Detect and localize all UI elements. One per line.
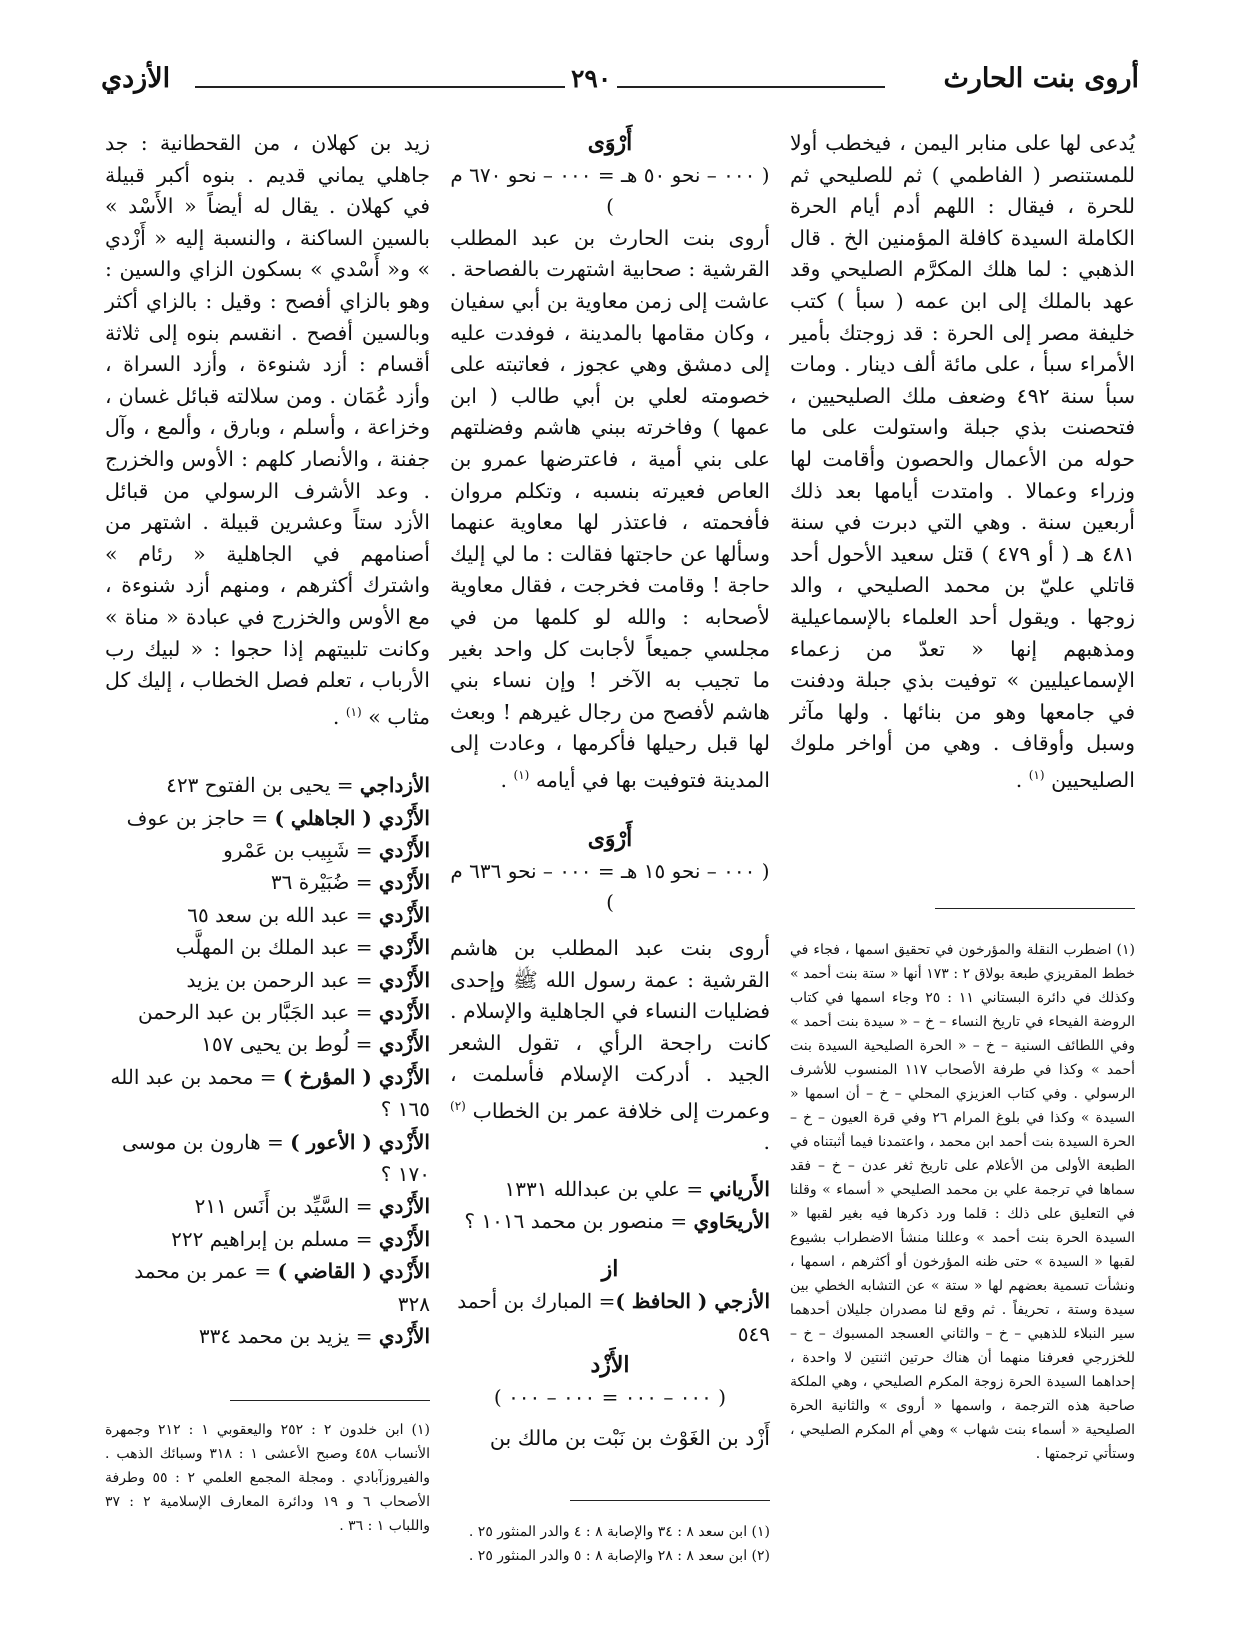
entry-text: أَزْد بن الغَوْث بن نَبْت بن مالك بن <box>489 1426 770 1451</box>
xref-target: = حاجز بن عوف <box>126 805 275 830</box>
header-rule <box>195 86 885 88</box>
footnote-mark: (١) <box>345 704 362 719</box>
xref-name: الأَزْدي ( المؤرخ ) <box>282 1064 430 1089</box>
xref-name: الأَزْدي ( الأعور ) <box>290 1129 430 1154</box>
xref-target: = هارون بن موسى ١٧٠ ؟ <box>122 1129 430 1186</box>
footnote-mark: (١) <box>1028 767 1045 782</box>
footnote-rule <box>230 1400 430 1401</box>
cross-reference <box>450 1205 770 1237</box>
cross-reference <box>105 1028 430 1060</box>
middle-footnotes <box>450 1520 770 1568</box>
entry-text: يُدعى لها على منابر اليمن ، فيخطب أولا للمستنصر ( الفاطمي ) ثم للصليحي ثم للحرة ، فيقال : اللهم أدم أيام الحرة الكاملة السيدة كافلة المؤمنين الخ . قال الذهبي : لما هلك المكرَّم الصليحي وقد عهد بالملك إلى ابن عمه ( سبأ ) كتب خليفة مصر إلى الحرة : قد زوجتك بأمير الأمراء سبأ ، على مائة ألف دينار . ومات سبأ سنة ٤٩٢ وضعف ملك الصليحيين ، فتحصنت بذي جبلة واستولت على ما حوله من الأعمال والحصون وأقامت لها وزراء وعمالا . وامتدت أيامها بعد ذلك أربعين سنة . وهي التي دبرت في سنة ٤٨١ هـ ( أو ٤٧٩ ) قتل سعيد الأحول أحد قاتلي عليّ بن محمد الصليحي ، والد زوجها . ويقول أحد العلماء بالإسماعيلية ومذهبهم إنها « تعدّ من زعماء الإسماعيليين » توفيت بذي جبلة ودفنت في جامعها وهو من بنائها . ولها مآثر وسبل وأوقاف . وهي من أواخر ملوك الصليحيين $^{(١)}$ . <box>790 131 1136 792</box>
entry-text: أروى بنت الحارث بن عبد المطلب القرشية : صحابية اشتهرت بالفصاحة . عاشت إلى زمن معاوية بن أبي سفيان ، وكان مقامها بالمدينة ، فوفدت عليه إلى دمشق وهي عجوز ، فعاتبته على خصومته لعلي بن أبي طالب ( ابن عمها ) وفاخرته ببني هاشم وفضلتهم على بني أمية ، فاعترضها عمرو بن العاص فعيرته بنسبه ، وتكلم مروان فأفحمته ، فاعتذر لها معاوية عنهما وسألها عن حاجتها فقالت : ما لي إليك حاجة ! وقامت فخرجت ، فقال معاوية لأصحابه : والله لو كلمها من في مجلسي جميعاً لأجابت كل واحد بغير ما تجيب به الآخر ! وإن نساء بني هاشم لأفصح من رجال غيرهم ! وبعث لها قبل رحيلها فأكرمها ، وعادت إلى المدينة فتوفيت بها في أيامه $^{(١)}$ . <box>450 225 770 792</box>
entry-heading: أَرْوَى <box>587 130 633 156</box>
xref-target: = شَبِيب بن عَمْرو <box>223 837 379 862</box>
page-number: ٢٩٠ <box>565 62 617 96</box>
xref-target: = المبارك بن أحمد ٥٤٩ <box>457 1289 770 1346</box>
xref-name: الأَزْدي <box>378 1226 430 1251</box>
footnote-text: (١) اضطرب النقلة والمؤرخون في تحقيق اسمها ، فجاء في خطط المقريزي طبعة بولاق ٢ : ١٧٣ أنها « ستة بنت أحمد » وكذلك في دائرة البستاني ١١ : ٢٥ وجاء اسمها في كتاب الروضة الفيحاء في تاريخ النساء – خ – « سيدة بنت أحمد » وفي اللطائف السنية – خ – « الحرة الصليحية السيدة بنت أحمد » وكذا في طرفة الأصحاب ١١٧ المنسوب للأشرف الرسولي . وفي كتاب العزيزي المحلي – خ – أن اسمها « السيدة » وكذا في بلوغ المرام ٢٦ وفي قرة العيون – خ – الحرة السيدة بنت أحمد ابن محمد ، واعتمدنا فيما أثبتناه في الطبعة الأولى من الأعلام على تاريخ ثغر عدن – خ – فقد سماها في ترجمة علي بن محمد الصليحي « أسماء » وقلنا في التعليق على ذلك : قلما ورد ذكرها فيه بغير لقبها « السيدة الحرة بنت أحمد » وعللنا منشأ الاضطراب بشيوع لقبها « السيدة » حتى ظنه المؤرخون أو أكثرهم ، اسمها ، ونشأت تسمية بعضهم لها « ستة » عن التشابه الخطي بين سيدة وستة ، تحريفاً . ثم وقع لنا مصدران جليلان أحدهما سير النبلاء للذهبي – خ – والثاني العسجد المسبوك – خ – للخزرجي فعرفنا منهما أن هناك حرتين اثنتين لا واحدة ، إحداهما السيدة الحرة زوجة المكرم الصليحي ، وهي الملكة صاحبة هذه الترجمة ، واسمها « أروى » والثانية الحرة الصليحية « أسماء بنت شهاب » وهي أم المكرم الصليحي ، وستأتي ترجمتها . <box>790 942 1135 1462</box>
cross-reference <box>450 1285 770 1350</box>
entry-dates: ( ٠٠٠ – نحو ٥٠ هـ = ٠٠٠ – نحو ٦٧٠ م ) <box>450 162 770 219</box>
entry-heading: الأَزْد <box>590 1352 630 1379</box>
entry-body: زيد بن كهلان ، من القحطانية : جد جاهلي يماني قديم . بنوه أكبر قبيلة في كهلان . يقال له أيضاً « الأَسْد » بالسين الساكنة ، والنسبة إليه « أَزْدي » و« أَسْدي » بسكون الزاي والسين : وهو بالزاي أفصح : وقيل : بالزاي أكثر وبالسين أفصح . انقسم بنوه إلى ثلاثة أقسام : أزد شنوءة ، وأزد السراة ، وأزد عُمَان . ومن سلالته قبائل غسان ، وخزاعة ، وأسلم ، وبارق ، وألمع ، وآل جفنة ، والأنصار كلهم : الأوس والخزرج . وعد الأشرف الرسولي من قبائل الأزد ستاً وعشرين قبيلة . اشتهر من أصنامهم في الجاهلية « رئام » واشترك أكثرهم ، ومنهم أزد شنوءة ، مع الأوس والخزرج في عبادة « مناة » وكانت تلبيتهم إذا حجوا : « لبيك رب الأرباب ، تعلم فصل الخطاب ، إليك كل مثاب » <box>105 131 430 729</box>
left-footnote <box>105 1418 430 1538</box>
entry-heading: أَرْوَى <box>587 826 633 853</box>
cross-reference <box>105 1126 430 1191</box>
xref-name: الأَرياني <box>709 1177 770 1202</box>
cross-reference <box>105 1061 430 1126</box>
right-footnote <box>790 938 1135 1466</box>
right-column <box>790 128 1135 796</box>
xref-name: الأَزْدي ( الجاهلي ) <box>274 805 430 830</box>
entry-body: يُدعى لها على منابر اليمن ، فيخطب أولا للمستنصر ( الفاطمي ) ثم للصليحي ثم للحرة ، فيقال : اللهم أدم أيام الحرة الكاملة السيدة كافلة المؤمنين الخ . قال الذهبي : لما هلك المكرَّم الصليحي وقد عهد بالملك إلى ابن عمه ( سبأ ) كتب خليفة مصر إلى الحرة : قد زوجتك بأمير الأمراء سبأ ، على مائة ألف دينار . ومات سبأ سنة ٤٩٢ وضعف ملك الصليحيين ، فتحصنت بذي جبلة واستولت على ما حوله من الأعمال والحصون وأقامت لها وزراء وعمالا . وامتدت أيامها بعد ذلك أربعين سنة . وهي التي دبرت في سنة ٤٨١ هـ ( أو ٤٧٩ ) قتل سعيد الأحول أحد قاتلي عليّ بن محمد الصليحي ، والد زوجها . ويقول أحد العلماء بالإسماعيلية ومذهبهم إنها « تعدّ من زعماء الإسماعيليين » توفيت بذي جبلة ودفنت في جامعها وهو من بنائها . ولها مآثر وسبل وأوقاف . وهي من أواخر ملوك الصليحيين <box>790 131 1136 792</box>
xref-target: = علي بن عبدالله ١٣٣١ <box>504 1177 704 1202</box>
cross-reference-list <box>105 769 430 1352</box>
footnote-mark: (١) <box>513 767 530 782</box>
cross-reference <box>105 1255 430 1320</box>
xref-name: الأزداجي <box>359 773 430 798</box>
xref-target: = منصور بن محمد ١٠١٦ ؟ <box>464 1209 688 1234</box>
xref-name: الأَزْدي <box>378 1194 430 1219</box>
xref-target: = لُوط بن يحيى ١٥٧ <box>201 1032 379 1057</box>
footnote-mark: (٢) <box>450 1099 466 1114</box>
xref-target: = يحيى بن الفتوح ٤٢٣ <box>166 773 360 798</box>
xref-name: الأَزْدي <box>378 837 430 862</box>
xref-name: الأَزْدي <box>378 999 430 1024</box>
entry-body: أروى بنت عبد المطلب بن هاشم القرشية : عمة رسول الله ﷺ وإحدى فضليات النساء في الجاهلية والإسلام . كانت راجحة الرأي ، تقول الشعر الجيد . أدركت الإسلام فأسلمت ، وعمرت إلى خلافة عمر بن الخطاب <box>450 936 770 1123</box>
cross-reference <box>105 931 430 963</box>
cross-reference <box>105 964 430 996</box>
entry-dates: ( ٠٠٠ – ٠٠٠ = ٠٠٠ – ٠٠٠ ) <box>493 1384 727 1409</box>
entry-text: زيد بن كهلان ، من القحطانية : جد جاهلي يماني قديم . بنوه أكبر قبيلة في كهلان . يقال له أيضاً « الأَسْد » بالسين الساكنة ، والنسبة إليه « أَزْدي » و« أَسْدي » بسكون الزاي والسين : وهو بالزاي أفصح : وقيل : بالزاي أكثر وبالسين أفصح . انقسم بنوه إلى ثلاثة أقسام : أزد شنوءة ، وأزد السراة ، وأزد عُمَان . ومن سلالته قبائل غسان ، وخزاعة ، وأسلم ، وبارق ، وألمع ، وآل جفنة ، والأنصار كلهم : الأوس والخزرج . وعد الأشرف الرسولي من قبائل الأزد ستاً وعشرين قبيلة . اشتهر من أصنامهم في الجاهلية « رئام » واشترك أكثرهم ، ومنهم أزد شنوءة ، مع الأوس والخزرج في عبادة « مناة » وكانت تلبيتهم إذا حجوا : « لبيك رب الأرباب ، تعلم فصل الخطاب ، إليك كل مثاب » $^{(١)}$ . <box>105 131 430 729</box>
cross-reference <box>105 1223 430 1255</box>
cross-reference <box>105 834 430 866</box>
xref-name: الأَزْدي <box>378 967 430 992</box>
footnote-rule <box>935 908 1135 909</box>
footnote-text: (١) ابن خلدون ٢ : ٢٥٢ واليعقوبي ١ : ٢١٢ وجمهرة الأنساب ٤٥٨ وصبح الأعشى ١ : ٣١٨ وسبائك الذهب . والفيروزآبادي . ومجلة المجمع العلمي ٢ : ٥٥ وطرفة الأصحاب ٦ و ١٩ ودائرة المعارف الإسلامية ٢ : ٣٧ واللباب ١ : ٣٦ . <box>105 1422 430 1534</box>
xref-target: = مسلم بن إبراهيم ٢٢٢ <box>171 1226 379 1251</box>
xref-name: الأزجي ( الحافظ ) <box>615 1289 770 1314</box>
xref-target: = عبد الرحمن بن يزيد <box>186 967 379 992</box>
header-entry-title: أروى بنت الحارث <box>937 62 1145 96</box>
section-heading: از <box>601 1255 619 1282</box>
xref-target: = السَّيِّد بن أَنَس ٢١١ <box>194 1194 379 1219</box>
xref-target: = عبد الله بن سعد ٦٥ <box>187 902 379 927</box>
header-section-title: الأزدي <box>95 62 176 96</box>
footnote-text: (١) ابن سعد ٨ : ٣٤ والإصابة ٨ : ٤ والدر المنثور ٢٥ . <box>468 1524 770 1540</box>
xref-name: الأَزْدي <box>378 935 430 960</box>
xref-name: الأَزْدي <box>378 1032 430 1057</box>
entry-dates: ( ٠٠٠ – نحو ١٥ هـ = ٠٠٠ – نحو ٦٣٦ م ) <box>450 858 770 915</box>
cross-reference <box>105 866 430 898</box>
cross-reference <box>105 996 430 1028</box>
xref-name: الأَزْدي ( القاضي ) <box>277 1259 430 1284</box>
xref-target: = ضُبَيْرة ٣٦ <box>270 870 379 895</box>
xref-target: = يزيد بن محمد ٣٣٤ <box>198 1324 379 1349</box>
cross-reference <box>105 1320 430 1352</box>
middle-column <box>450 128 770 1455</box>
entry-text: أروى بنت عبد المطلب بن هاشم القرشية : عمة رسول الله ﷺ وإحدى فضليات النساء في الجاهلية والإسلام . كانت راجحة الرأي ، تقول الشعر الجيد . أدركت الإسلام فأسلمت ، وعمرت إلى خلافة عمر بن الخطاب $^{(٢)}$ . <box>450 936 770 1155</box>
cross-reference <box>105 899 430 931</box>
entry-body: أروى بنت الحارث بن عبد المطلب القرشية : صحابية اشتهرت بالفصاحة . عاشت إلى زمن معاوية بن أبي سفيان ، وكان مقامها بالمدينة ، فوفدت عليه إلى دمشق وهي عجوز ، فعاتبته على خصومته لعلي بن أبي طالب ( ابن عمها ) وفاخرته ببني هاشم وفضلتهم على بني أمية ، فاعترضها عمرو بن العاص فعيرته بنسبه ، وتكلم مروان فأفحمته ، فاعتذر لها معاوية عنهما وسألها عن حاجتها فقالت : ما لي إليك حاجة ! وقامت فخرجت ، فقال معاوية لأصحابه : والله لو كلمها من في مجلسي جميعاً لأجابت كل واحد بغير ما تجيب به الآخر ! وإن نساء بني هاشم لأفصح من رجال غيرهم ! وبعث لها قبل رحيلها فأكرمها ، وعادت إلى المدينة فتوفيت بها في أيامه <box>450 225 770 792</box>
xref-name: الأَزْدي <box>378 870 430 895</box>
xref-name: الأريحَاوي <box>693 1209 770 1234</box>
xref-name: الأَزْدي <box>378 902 430 927</box>
cross-reference <box>105 802 430 834</box>
cross-reference <box>105 1190 430 1222</box>
running-header <box>95 62 1145 102</box>
footnote-text: (٢) ابن سعد ٨ : ٢٨ والإصابة ٨ : ٥ والدر المنثور ٢٥ . <box>468 1548 770 1564</box>
xref-name: الأَزْدي <box>378 1324 430 1349</box>
xref-target: = عمر بن محمد ٣٢٨ <box>134 1259 430 1316</box>
cross-reference <box>105 769 430 801</box>
xref-target: = عبد الجَبَّار بن عبد الرحمن <box>138 999 379 1024</box>
xref-target: = محمد بن عبد الله ١٦٥ ؟ <box>110 1064 430 1122</box>
left-column <box>105 128 430 1352</box>
cross-reference <box>450 1173 770 1205</box>
xref-target: = عبد الملك بن المهلَّب <box>175 935 379 960</box>
footnote-rule <box>570 1500 770 1501</box>
